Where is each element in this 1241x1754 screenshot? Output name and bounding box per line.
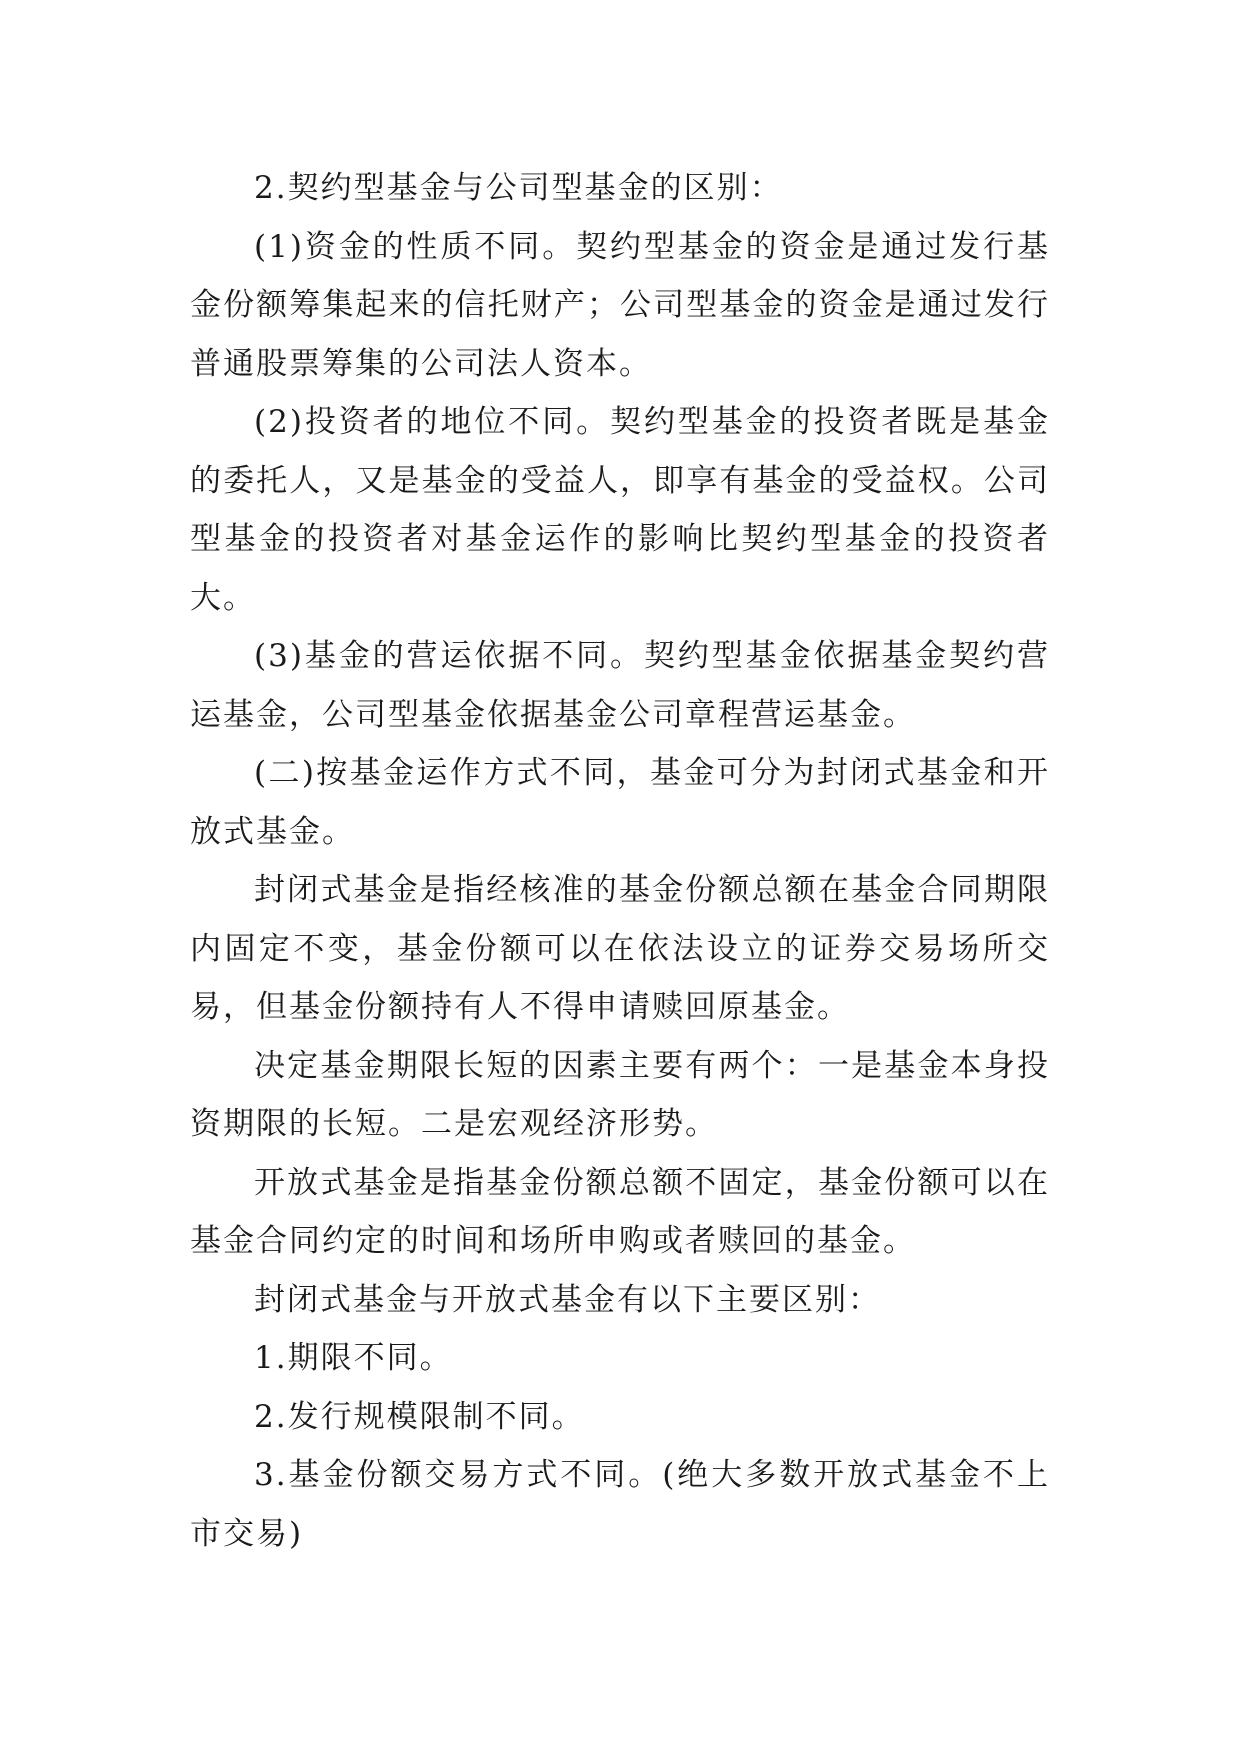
paragraph-12: 3.基金份额交易方式不同。(绝大多数开放式基金不上市交易) xyxy=(190,1457,1050,1552)
paragraph-9: 封闭式基金与开放式基金有以下主要区别： xyxy=(254,1281,881,1318)
paragraph-2: (1)资金的性质不同。契约型基金的资金是通过发行基金份额筹集起来的信托财产；公司型基金的资金是通过发行普通股票筹集的公司法人资本。 xyxy=(190,228,1050,382)
document-body xyxy=(190,159,1050,1563)
paragraph-6: 封闭式基金是指经核准的基金份额总额在基金合同期限内固定不变，基金份额可以在依法设立的证券交易场所交易，但基金份额持有人不得申请赎回原基金。 xyxy=(190,872,1050,1025)
paragraph-5: (二)按基金运作方式不同，基金可分为封闭式基金和开放式基金。 xyxy=(190,755,1050,850)
paragraph-11: 2.发行规模限制不同。 xyxy=(254,1398,585,1435)
paragraph-7: 决定基金期限长短的因素主要有两个：一是基金本身投资期限的长短。二是宏观经济形势。 xyxy=(190,1047,1050,1142)
paragraph-8: 开放式基金是指基金份额总额不固定，基金份额可以在基金合同约定的时间和场所申购或者赎回的基金。 xyxy=(190,1164,1050,1259)
paragraph-1: 2.契约型基金与公司型基金的区别： xyxy=(254,170,783,206)
paragraph-3: (2)投资者的地位不同。契约型基金的投资者既是基金的委托人，又是基金的受益人，即享有基金的受益权。公司型基金的投资者对基金运作的影响比契约型基金的投资者大。 xyxy=(190,404,1050,616)
paragraph-10: 1.期限不同。 xyxy=(254,1340,453,1376)
paragraph-4: (3)基金的营运依据不同。契约型基金依据基金契约营运基金，公司型基金依据基金公司章程营运基金。 xyxy=(190,638,1050,733)
